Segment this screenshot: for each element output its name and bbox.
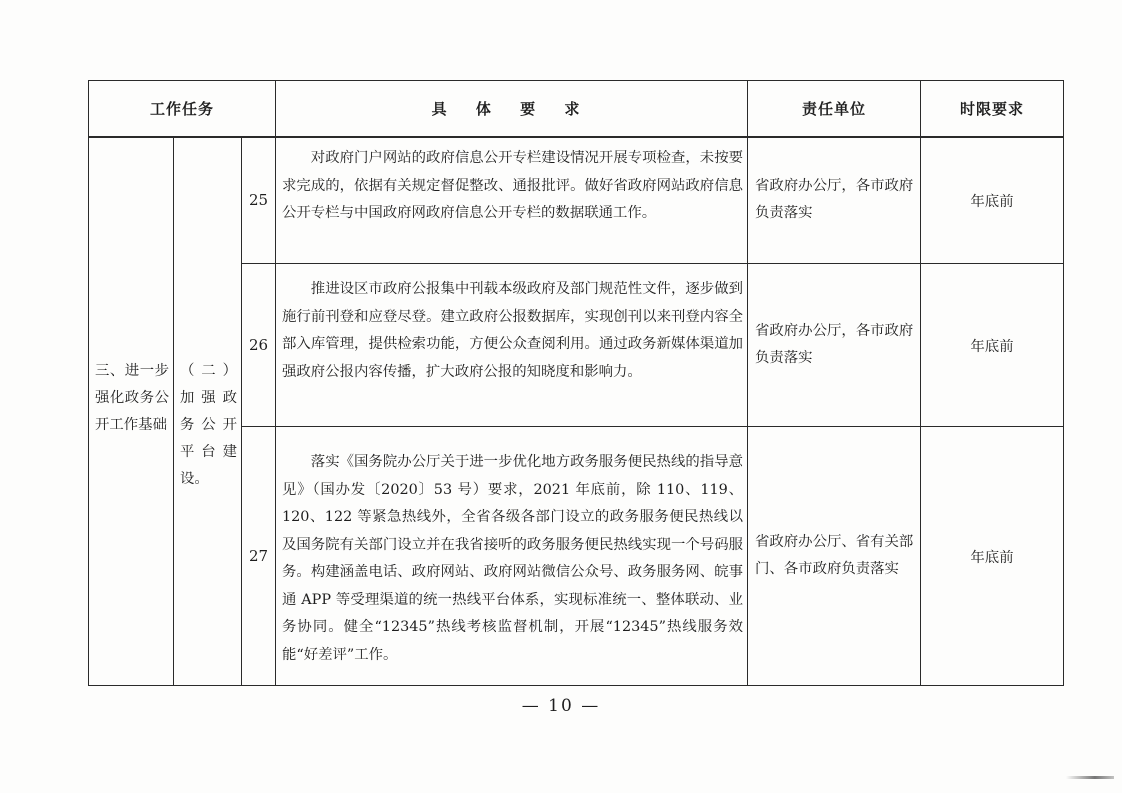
deadline: 年底前 xyxy=(970,193,1014,210)
header-task: 工作任务 xyxy=(149,100,214,118)
requirement-text: 推进设区市政府公报集中刊载本级政府及部门规范性文件，逐步做到施行前刊登和应登尽登。建立政府公报数据库，实现创刊以来刊登内容全部入库管理，提供检索功能，方便公众查阅利用。通过政务新媒体渠道加强政府公报内容传播，扩大政府公报的知晓度和影响力。 xyxy=(282,281,743,380)
row-number: 27 xyxy=(248,547,269,565)
category-level-2: （二）加强政务公开平台建设。 xyxy=(180,363,237,487)
responsible-unit: 省政府办公厅、省有关部门、各市政府负责落实 xyxy=(755,533,914,577)
row-number: 25 xyxy=(248,191,269,209)
header-requirement: 具 体 要 求 xyxy=(431,100,592,118)
header-responsible-unit: 责任单位 xyxy=(801,100,866,118)
scan-artifact xyxy=(1066,776,1114,779)
requirement-text: 落实《国务院办公厅关于进一步优化地方政务服务便民热线的指导意见》（国办发〔2020〕53 号）要求，2021 年底前，除 110、119、120、122 等紧急热线外，全省各级各部门设立的政务服务便民热线以及国务院有关部门设立并在我省接听的政务服务便民热线实现一个号码服务。构建涵盖电话、政府网站、政府网站微信公众号、政务服务网、皖事通 APP 等受理渠道的统一热线平台体系，实现标准统一、整体联动、业务协同。健全“12345”热线考核监督机制，开展“12345”热线服务效能“好差评”工作。 xyxy=(282,454,743,663)
deadline: 年底前 xyxy=(970,338,1014,355)
page-number: — 10 — xyxy=(521,696,601,716)
deadline: 年底前 xyxy=(970,549,1014,566)
requirement-text: 对政府门户网站的政府信息公开专栏建设情况开展专项检查，未按要求完成的，依据有关规定督促整改、通报批评。做好省政府网站政府信息公开专栏与中国政府网政府信息公开专栏的数据联通工作。 xyxy=(282,150,743,221)
responsible-unit: 省政府办公厅，各市政府负责落实 xyxy=(755,177,914,221)
task-table xyxy=(88,80,1064,686)
row-number: 26 xyxy=(248,336,269,354)
category-level-1: 三、进一步强化政务公开工作基础 xyxy=(95,363,169,433)
responsible-unit: 省政府办公厅，各市政府负责落实 xyxy=(755,322,914,366)
header-deadline: 时限要求 xyxy=(959,100,1024,118)
